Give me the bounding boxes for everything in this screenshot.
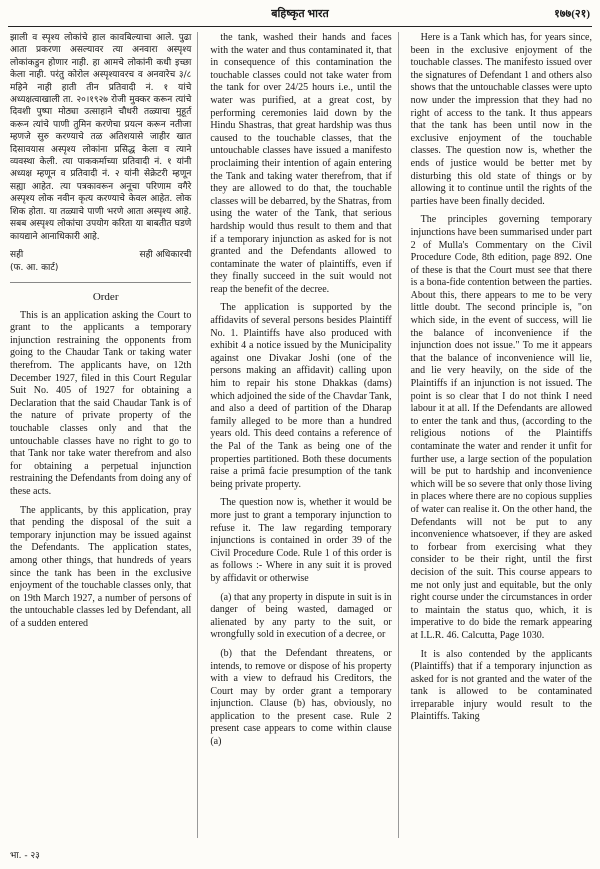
paragraph: The question now is, whether it would be more just to grant a temporary injunction to refuse it. The law regarding temporary injunctions is contained in order 39 of the Civil Procedure Code. Rule 1 of this order is as follows :- Where in any suit it is proved by affidavit or otherwise [210, 497, 392, 584]
page-header [10, 6, 590, 24]
marathi-block [10, 32, 191, 274]
signature-row [10, 249, 191, 262]
signature-right: सही अधिकारची [139, 249, 192, 260]
page-number: १७७(२१) [554, 8, 590, 20]
marathi-paragraph: झाली व स्पृश्य लोकांचे हाल कावबिल्याचा आले. पुढा आता प्रकरणा असल्यावर त्या अनवारा अस्पृश्य लोकांकडुन होणार नाही. हा आमचे लोकांनी कधी इच्छा केला नाही. परंतु कोरोल अस्पृश्यावरच व अनवारेच ३/८ महिने नाही हाती तीन प्रतिवादी नं. १ यांचे अध्यक्षत्वाखाली ता. २०।१९२७ रोजी मुक्कर करून त्यांचे दिवशी पुष्पा मोठ्या उत्साहाने चौधरी तळ्याचा मुहूर्त करून त्यांचे पाणी तुमिन करणेचा प्रयत्न करून नतीजा म्हणजे सुरु करण्याचे तळ अतिशयासे जाहीर खात दिसावयास अस्पृश्य लोकांना प्रसिद्ध केला व त्याने व्यवस्था केली. त्या पाककर्माच्या प्रतिवादी नं. १ यांनी अध्यक्ष म्हणून व प्रतिवादी नं. २ यांनी सेक्रेटरी म्हणून सह्या आहेत. त्या पत्रकावरून अनूचा परिणाम वगैरे अस्पृश्य लोक नवीन कृत्य करण्याचे केवल आहेत. लोक शिक होता. या तळ्याचे पाणी भरणे आता अस्पृश्य आहे. सबब अस्पृश्य लोकांचा उपयोग करिता या बाबतीत घडणे कायद्याने आनाधिकारी आहे. [10, 33, 192, 242]
signature-left: सही [10, 249, 24, 260]
signature-note: (फ. आ. कार्ट) [10, 262, 59, 273]
paragraph: It is also contended by the applicants (Plaintiffs) that if a temporary injunction as asked for is not granted and the water of the tank is allowed to be contaminated irreparable injury would result to the Plaintiffs. Taking [410, 648, 592, 723]
journal-title: बहिष्कृत भारत [271, 8, 329, 20]
column-left [10, 32, 198, 838]
paragraph: the tank, washed their hands and faces with the water and thus contaminated it, that in consequence of this contamination the touchable classes could not take water from the tank for over 24/25 hours i.e., until the water was purified, at a great cost, by performing ceremonies laid down by the Hindu Shastras, that great hardship was thus caused to the touchable classes, that the untouchable classes have issued a manifesto proclaiming their intention of again entering the Tank and taking water therefrom, that if they are allowed to do that, the touchable classes will be debarred, by the Shatras, from using the water of the Tank, that serious hardship would thus result to them and that if a temporary injunction as asked for is not granted and the Defendants allowed to contaminate the water of plaintiffs, even if they finally succeed in the suit would not reap the benefit of the decree. [210, 32, 392, 295]
header-rule [8, 26, 592, 27]
paragraph: (a) that any property in dispute in suit is in danger of being wasted, damaged or alienated by any party to the suit, or wrongfully sold in execution of a decree, or [210, 591, 392, 641]
paragraph: (b) that the Defendant threatens, or intends, to remove or dispose of his property with a view to defraud his Creditors, the Court may by order grant a temporary injunction. Clause (b) has, obviously, no application to the present case. Rule 2 present case appears to come within clause (a) [210, 647, 392, 748]
column-right [407, 32, 592, 838]
paragraph: The application is supported by the affidavits of several persons besides Plaintiff No. 1. Plaintiffs have also produced with exhibit 4 a notice issued by the Municipality against one Divakar Joshi (one of the persons making an affidavit) calling upon him to repair his stone Dhakkas (dams) which adjoined the side of the Chavdar Tank, and also a deed of partition of the Dharap family alleged to be more than a hundred years old. This deed contains a reference of the Pal of the Tank as being one of the properties partitioned. Both these documents raise a primâ facie presumption of the tank being private property. [210, 302, 392, 490]
paragraph: The applicants, by this application, pray that pending the disposal of the suit a temporary injunction may be issued against the Defendants. The application states, among other things, that hundreds of years since the tank has been in the exclusive enjoyment of the touchable classes only, that on 19th March 1927, a number of persons of the untouchable classes led by Defendant, all of a sudden entered [10, 504, 192, 629]
paragraph: This is an application asking the Court to grant to the applicants a temporary injunction restraining the opponents from going to the Chaudar Tank or taking water therefrom. The applicants have, on 12th December 1927, filed in this Court Regular Suit No. 405 of 1927 for obtaining a Declaration that the said Chaudar Tank is of the nature of private property of the touchable classes only and that the untouchable classes have no right to go to that Tank nor take water therefrom and also for obtaining a perpetual injunction restraining the Defendants from doing any of these acts. [10, 309, 192, 497]
page-footer: भा. - २३ [10, 851, 40, 861]
order-heading: Order [92, 291, 119, 304]
paragraph: Here is a Tank which has, for years since, been in the exclusive enjoyment of the touchable classes. The manifesto issued over the signatures of Defendant 1 and others also shows that the untouchable classes were upto now under the impression that they had no right of access to the tank. It thus appears that the tank has been until now in the exclusive enjoyment of the touchable classes. The question now is, whether the ends of justice would be better met by disturbing this old state of things or by allowing it to continue until the rights of the parties have been finally decided. [410, 32, 592, 207]
text-columns [10, 32, 592, 838]
paragraph: The principles governing temporary injunctions have been summarised under part 2 of Mulla's Commentary on the Civil Procedure Code, 8th edition, page 892. One of these is that the Court must see that there is a bona-fide contention between the parties. About this, there appears to me to be very little doubt. The second principle is, "on which side, in the event of success, will lie the balance of inconvenience if the injunction does not issue." To me it appears that the balance of inconvenience will lie, and lie very heavily, on the side of the Plaintiffs if an injunction is not issued. The point is so clear that I do not think I need labour it at all. If the Defendants are allowed to enter the tank and thus, (according to the religious notions of the Plaintiffs contaminate the water and render it unfit for further use, a large section of the population will be put to hardship and inconvenience which will be so severe that only those living in places where there are no copious supplies of water can realise it. On the other hand, the Defendants will not be put to any inconvenience whatsoever, if they are asked to forbear from exercising what they consider to be their right, until the first decision of the suit. This course appears to me not only just and equitable, but the only right course under the circumstances in order to maintain the status quo, which, it is imperative to do bide the remark appearing at I.L.R. 46. Calcutta, Page 1030. [410, 214, 592, 641]
section-divider [10, 282, 191, 283]
column-middle [206, 32, 398, 838]
